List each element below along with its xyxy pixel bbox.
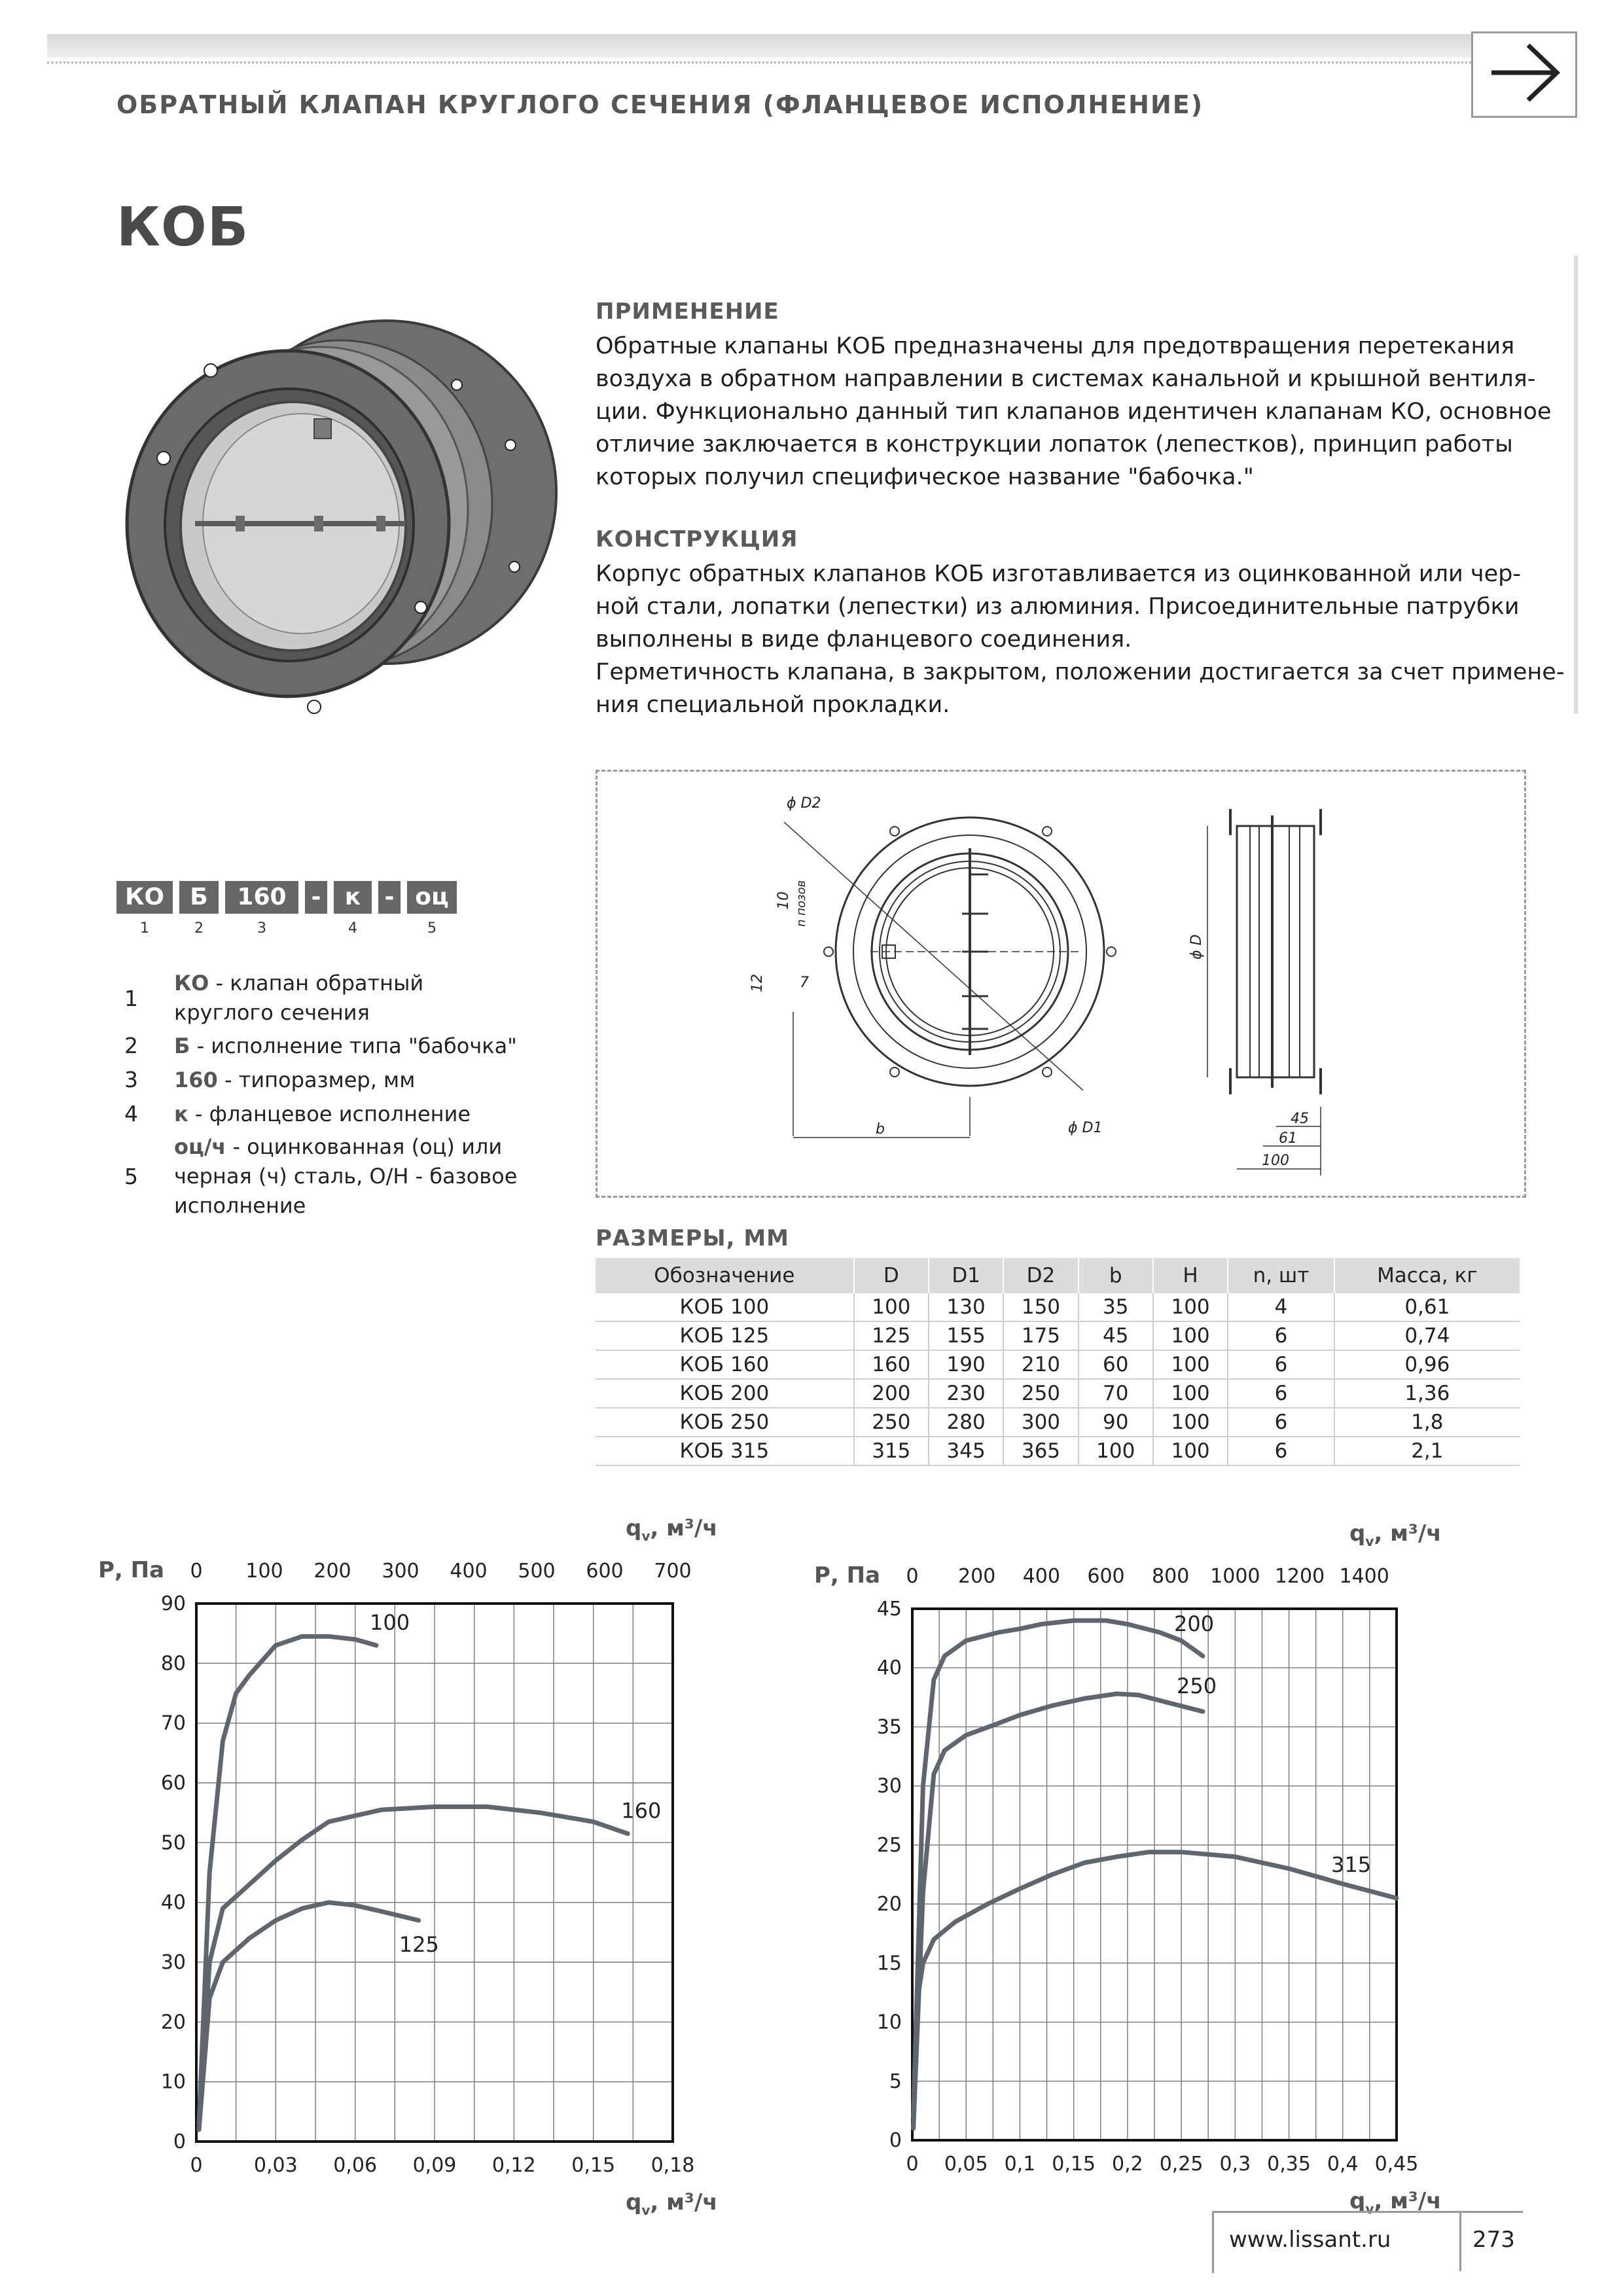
legend-item (174, 1031, 527, 1061)
code-part: оц (407, 881, 457, 914)
text-line: выполнены в виде фланцевого соединения. (596, 626, 1132, 653)
table-cell: 125 (854, 1321, 929, 1350)
legend-text: - типоразмер, мм (217, 1067, 416, 1092)
x-tick-label: 0,06 (333, 2154, 378, 2177)
column-header: Обозначение (596, 1258, 854, 1293)
legend-key: Б (174, 1033, 190, 1058)
axis-unit: , м³/ч (650, 1515, 718, 1541)
table-cell: КОБ 160 (596, 1350, 854, 1379)
page-heading: ОБРАТНЫЙ КЛАПАН КРУГЛОГО СЕЧЕНИЯ (ФЛАНЦЕВОЕ ИСПОЛНЕНИЕ) (116, 90, 1204, 119)
axis-unit: , м³/ч (650, 2189, 718, 2215)
x-tick-label: 0,25 (1159, 2153, 1204, 2176)
table-cell: КОБ 125 (596, 1321, 854, 1350)
series-line-200 (914, 1621, 1203, 2117)
table-cell: КОБ 315 (596, 1437, 854, 1465)
text-line: Обратные клапаны КОБ предназначены для предотвращения перетекания (596, 333, 1515, 359)
column-header: H (1153, 1258, 1228, 1293)
table-cell: КОБ 250 (596, 1408, 854, 1437)
code-separator: - (378, 881, 401, 914)
x-tick-label: 0,18 (651, 2154, 695, 2177)
table-cell: 1,8 (1334, 1408, 1520, 1437)
axis-symbol: q (1349, 1520, 1366, 1547)
table-cell: 200 (854, 1379, 929, 1408)
code-part: Б (179, 881, 219, 914)
top-x-tick-label: 600 (586, 1560, 624, 1583)
table-header-row (596, 1258, 1520, 1293)
product-title: КОБ (116, 196, 249, 259)
code-number: 5 (427, 920, 437, 937)
x-tick-label: 0 (190, 2154, 203, 2177)
table-cell: 160 (854, 1350, 929, 1379)
legend-number: 5 (124, 1164, 138, 1189)
series-line-160 (199, 1807, 628, 2130)
table-cell: 6 (1228, 1379, 1334, 1408)
series-label: 160 (621, 1798, 662, 1823)
table-cell: 0,74 (1334, 1321, 1520, 1350)
table-row (596, 1437, 1520, 1465)
y-tick-label: 25 (876, 1833, 902, 1857)
axis-subscript: v (1365, 1534, 1374, 1549)
top-x-tick-label: 1000 (1210, 1565, 1260, 1588)
x-tick-label: 0,05 (944, 2153, 988, 2176)
text-line: воздуха в обратном направлении в системах канальной и крышной вентиля- (596, 366, 1536, 392)
code-number: 1 (140, 920, 149, 937)
top-x-tick-label: 300 (382, 1560, 419, 1583)
y-tick-label: 30 (876, 1774, 902, 1798)
code-separator: - (305, 881, 327, 914)
next-page-button[interactable] (1471, 31, 1577, 118)
application-text (596, 330, 1552, 493)
page-number: 273 (1472, 2227, 1515, 2253)
table-cell: 155 (929, 1321, 1003, 1350)
series-line-250 (914, 1694, 1203, 2128)
top-x-tick-label: 800 (1152, 1565, 1190, 1588)
top-x-tick-label: 0 (906, 1565, 919, 1588)
table-cell: 250 (854, 1408, 929, 1437)
axis-symbol: q (626, 2189, 642, 2215)
top-x-tick-label: 600 (1087, 1565, 1125, 1588)
x-tick-label: 0,15 (571, 2154, 616, 2177)
top-x-tick-label: 1200 (1274, 1565, 1325, 1588)
table-cell: 230 (929, 1379, 1003, 1408)
y-tick-label: 0 (173, 2130, 186, 2153)
top-x-tick-label: 0 (190, 1560, 203, 1583)
table-cell: 280 (929, 1408, 1003, 1437)
top-x-tick-label: 400 (450, 1560, 488, 1583)
column-header: D1 (929, 1258, 1003, 1293)
table-cell: 315 (854, 1437, 929, 1465)
table-cell: 6 (1228, 1437, 1334, 1465)
legend-number: 1 (124, 986, 138, 1011)
table-cell: 130 (929, 1293, 1003, 1321)
legend-item (174, 1100, 527, 1129)
table-cell: 100 (1079, 1437, 1153, 1465)
drawing-label: ϕ D2 (787, 795, 821, 812)
table-cell: 210 (1003, 1350, 1078, 1379)
x-tick-label: 0,09 (412, 2154, 457, 2177)
dimensions-title: РАЗМЕРЫ, ММ (596, 1225, 790, 1251)
series-line-315 (914, 1852, 1397, 2128)
y-tick-label: 60 (160, 1772, 186, 1795)
y-tick-label: 15 (876, 1952, 902, 1975)
drawing-label: n позов (794, 880, 808, 927)
axis-subscript: v (641, 2202, 651, 2218)
y-tick-label: 45 (876, 1598, 902, 1621)
table-cell: 100 (1153, 1293, 1228, 1321)
text-line: Герметичность клапана, в закрытом, положении достигается за счет примене- (596, 659, 1565, 685)
pressure-chart-left (98, 1505, 740, 2218)
y-tick-label: 70 (160, 1712, 186, 1735)
legend-text: - клапан обратный круглого сечения (174, 971, 424, 1025)
table-row (596, 1408, 1520, 1437)
legend-number: 4 (124, 1101, 138, 1126)
series-label: 250 (1177, 1673, 1217, 1698)
x-tick-label: 0,35 (1267, 2153, 1311, 2176)
top-x-tick-label: 200 (958, 1565, 996, 1588)
construction-title: КОНСТРУКЦИЯ (596, 526, 798, 552)
y-axis-label: Р, Па (98, 1557, 165, 1583)
table-cell: 60 (1079, 1350, 1153, 1379)
drawing-label: b (876, 1121, 885, 1138)
column-header: D (854, 1258, 929, 1293)
table-cell: 70 (1079, 1379, 1153, 1408)
y-tick-label: 40 (876, 1657, 902, 1680)
table-cell: 250 (1003, 1379, 1078, 1408)
table-cell: 190 (929, 1350, 1003, 1379)
footer-divider (1459, 2211, 1461, 2271)
table-cell: 150 (1003, 1293, 1078, 1321)
axis-subscript: v (1365, 2201, 1374, 2217)
code-number: 4 (348, 920, 357, 937)
legend-key: КО (174, 971, 209, 996)
column-header: n, шт (1228, 1258, 1334, 1293)
drawing-label: 45 (1291, 1111, 1309, 1127)
text-line: которых получил специфическое название "бабочка." (596, 464, 1254, 490)
table-cell: 35 (1079, 1293, 1153, 1321)
table-cell: 45 (1079, 1321, 1153, 1350)
table-cell: КОБ 100 (596, 1293, 854, 1321)
dimensions-table (596, 1258, 1520, 1466)
code-part: 160 (225, 881, 298, 914)
top-x-tick-label: 200 (313, 1560, 351, 1583)
page-rail (1574, 255, 1578, 713)
y-tick-label: 90 (160, 1592, 186, 1615)
table-cell: 6 (1228, 1350, 1334, 1379)
legend-number: 2 (124, 1033, 138, 1058)
drawing-label: ϕ D (1188, 934, 1205, 960)
table-cell: 365 (1003, 1437, 1078, 1465)
y-tick-label: 0 (889, 2129, 902, 2152)
y-tick-label: 30 (160, 1951, 186, 1974)
table-cell: 175 (1003, 1321, 1078, 1350)
table-cell: 0,96 (1334, 1350, 1520, 1379)
axis-symbol: q (1349, 2188, 1366, 2214)
code-number: 3 (257, 920, 266, 937)
legend-text: - исполнение типа "бабочка" (190, 1033, 517, 1058)
drawing-label: 7 (800, 975, 809, 991)
table-cell: 100 (1153, 1321, 1228, 1350)
x-axis-label (626, 2189, 718, 2218)
top-x-tick-label: 700 (654, 1560, 692, 1583)
top-x-tick-label: 500 (518, 1560, 556, 1583)
table-cell: КОБ 200 (596, 1379, 854, 1408)
series-line-100 (199, 1636, 376, 2123)
series-label: 100 (370, 1609, 410, 1635)
legend-key: к (174, 1102, 188, 1126)
y-tick-label: 10 (160, 2070, 186, 2094)
y-tick-label: 20 (876, 1893, 902, 1916)
text-line: ния специальной прокладки. (596, 692, 950, 718)
y-tick-label: 35 (876, 1715, 902, 1739)
code-number: 2 (194, 920, 204, 937)
drawing-label: ϕ D1 (1068, 1120, 1103, 1136)
axis-unit: , м³/ч (1374, 1520, 1442, 1547)
series-line-125 (199, 1903, 419, 2130)
drawing-label: 61 (1279, 1130, 1297, 1147)
x-tick-label: 0,03 (253, 2154, 298, 2177)
table-cell: 4 (1228, 1293, 1334, 1321)
legend-number: 3 (124, 1067, 138, 1092)
axis-unit: , м³/ч (1374, 2188, 1442, 2214)
footer-url[interactable]: www.lissant.ru (1229, 2227, 1391, 2253)
y-tick-label: 50 (160, 1831, 186, 1855)
y-axis-label: Р, Па (814, 1562, 881, 1588)
text-line: ции. Функционально данный тип клапанов идентичен клапанам КО, основное (596, 399, 1552, 425)
code-part: к (334, 881, 372, 914)
legend-item (174, 1132, 527, 1221)
pressure-chart-right (814, 1511, 1479, 2217)
table-row (596, 1321, 1520, 1350)
table-cell: 345 (929, 1437, 1003, 1465)
table-row (596, 1350, 1520, 1379)
table-cell: 6 (1228, 1321, 1334, 1350)
application-title: ПРИМЕНЕНИЕ (596, 298, 779, 325)
text-line: отличие заключается в конструкции лопаток (лепестков), принцип работы (596, 431, 1513, 457)
y-tick-label: 10 (876, 2011, 902, 2034)
table-cell: 100 (1153, 1379, 1228, 1408)
legend-key: оц/ч (174, 1134, 226, 1159)
drawing-label: 10 (776, 891, 792, 910)
column-header: Масса, кг (1334, 1258, 1520, 1293)
code-part: КО (116, 881, 173, 914)
drawing-label: 100 (1262, 1153, 1289, 1169)
table-cell: 6 (1228, 1408, 1334, 1437)
product-image (124, 308, 556, 740)
text-line: ной стали, лопатки (лепестки) из алюминия. Присоединительные патрубки (596, 594, 1520, 620)
arrow-right-icon (1473, 33, 1575, 116)
legend-text: - фланцевое исполнение (188, 1102, 471, 1126)
table-cell: 2,1 (1334, 1437, 1520, 1465)
table-cell: 100 (1153, 1408, 1228, 1437)
x-tick-label: 0 (906, 2153, 919, 2176)
series-label: 125 (399, 1932, 439, 1958)
x-tick-label: 0,3 (1219, 2153, 1251, 2176)
table-row (596, 1379, 1520, 1408)
series-label: 315 (1331, 1852, 1372, 1878)
drawing-label: 12 (749, 974, 766, 992)
top-x-tick-label: 1400 (1339, 1565, 1389, 1588)
legend-item (174, 1066, 527, 1095)
series-label: 200 (1174, 1611, 1215, 1637)
table-cell: 300 (1003, 1408, 1078, 1437)
legend-text: - оцинкованная (оц) или черная (ч) сталь, О/Н - базовое исполнение (174, 1134, 518, 1218)
legend-item (174, 969, 527, 1028)
y-tick-label: 80 (160, 1652, 186, 1676)
x-tick-label: 0,45 (1374, 2153, 1419, 2176)
technical-drawing (596, 770, 1522, 1194)
x-tick-label: 0,15 (1052, 2153, 1096, 2176)
table-cell: 100 (1153, 1437, 1228, 1465)
column-header: D2 (1003, 1258, 1078, 1293)
top-x-tick-label: 400 (1022, 1565, 1060, 1588)
x-tick-label: 0,1 (1004, 2153, 1036, 2176)
top-x-tick-label: 100 (245, 1560, 283, 1583)
table-cell: 100 (1153, 1350, 1228, 1379)
legend-key: 160 (174, 1067, 218, 1092)
table-row (596, 1293, 1520, 1321)
y-tick-label: 20 (160, 2011, 186, 2034)
y-tick-label: 40 (160, 1891, 186, 1914)
top-x-axis-label (1349, 1520, 1442, 1549)
table-cell: 1,36 (1334, 1379, 1520, 1408)
x-tick-label: 0,12 (491, 2154, 536, 2177)
x-tick-label: 0,2 (1112, 2153, 1143, 2176)
header-band (47, 34, 1576, 58)
table-cell: 90 (1079, 1408, 1153, 1437)
y-tick-label: 5 (889, 2070, 902, 2093)
axis-symbol: q (626, 1515, 642, 1541)
top-x-axis-label (626, 1515, 718, 1544)
text-line: Корпус обратных клапанов КОБ изготавливается из оцинкованной или чер- (596, 561, 1521, 587)
table-cell: 100 (854, 1293, 929, 1321)
axis-subscript: v (641, 1528, 651, 1544)
x-tick-label: 0,4 (1327, 2153, 1359, 2176)
header-divider (47, 62, 1487, 63)
table-cell: 0,61 (1334, 1293, 1520, 1321)
construction-text (596, 558, 1564, 721)
column-header: b (1079, 1258, 1153, 1293)
